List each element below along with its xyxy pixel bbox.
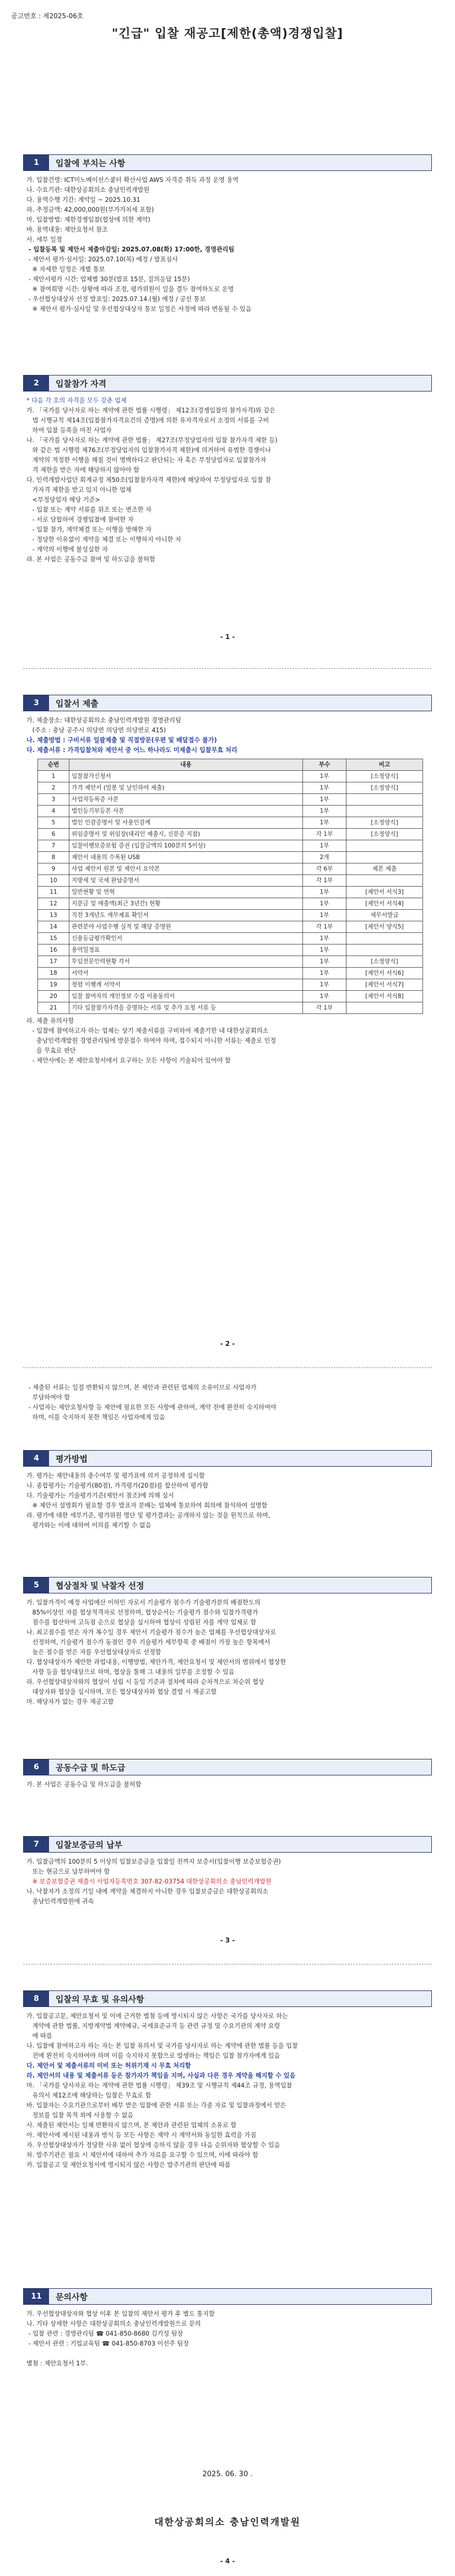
body-line: ※ 제안서 설명회가 필요할 경우 발표자 분배는 업체에 통보하여 회의에 참석하여 설명함: [26, 1502, 268, 1509]
body-line: ※ 제안서 평가·심사일 및 우선협상대상자 통보 일정은 사정에 따라 변동될 수 있음: [26, 305, 252, 313]
body-line: 가자격 제한을 받고 있지 아니한 업체: [26, 486, 132, 493]
table-cell: [소정양식]: [346, 956, 423, 968]
section-header: [23, 1450, 432, 1467]
table-cell: 용역일정표: [69, 944, 303, 956]
table-cell: 20: [38, 991, 69, 1002]
body-line: 마. 해당자가 없는 경우 재공고함: [26, 1698, 114, 1705]
section-title: 입찰에 부치는 사항: [49, 155, 431, 170]
body-line: - 계약의 이행에 불성실한 자: [26, 546, 108, 553]
body-line: - 입찰 관련 : 경영관리팀 ☎ 041-850-8680 김기성 팀장: [26, 2330, 183, 2337]
body-line: 아. 제안서에 제시된 내용과 방식 등 모든 사항은 계약 시 계약서와 동일한 효력을 가짐: [26, 2132, 257, 2139]
section-2: [23, 375, 432, 565]
section-1: [23, 154, 432, 314]
table-cell: 신용등급평가확인서: [69, 933, 303, 944]
table-cell: 16: [38, 944, 69, 956]
body-line: 나. 종합평가는 기술평가(80점), 가격평가(20점)를 합산하여 평가함: [26, 1482, 209, 1489]
table-row: [38, 863, 423, 875]
table-cell: 8: [38, 852, 69, 863]
table-cell: 입찰이행보증보험 증권 (입찰금액의 100분의 5이상): [69, 840, 303, 852]
body-line: 자. 우선협상대상자가 정당한 사유 없이 협상에 응하지 않을 경우 다음 순위자와 협상할 수 있음: [26, 2142, 280, 2149]
table-cell: 1부: [303, 968, 346, 979]
table-cell: 17: [38, 956, 69, 968]
table-cell: [346, 875, 423, 887]
table-row: [38, 782, 423, 794]
page-break-3: [23, 1964, 432, 1965]
table-cell: 각 1부: [303, 829, 346, 840]
body-line: 나. 입찰에 참여하고자 하는 자는 본 입찰 유의서 및 국가를 당사자로 하는 계약에 관한 법률 등을 입찰: [26, 2042, 298, 2049]
body-line: * 다음 각 호의 자격을 모두 갖춘 업체: [26, 397, 127, 404]
table-cell: 위임증명서 및 위임장(대리인 제출시, 신분증 지참): [69, 829, 303, 840]
table-cell: 1부: [303, 991, 346, 1002]
body-line: 가. 입찰금액의 100분의 5 이상의 입찰보증금을 입찰일 전까지 보증서(입찰이행 보증보험증권): [26, 1858, 281, 1865]
body-line: 하며, 이를 숙지하지 못한 책임은 사업자에게 있음: [26, 1414, 165, 1421]
table-cell: 9: [38, 863, 69, 875]
table-cell: 1부: [303, 817, 346, 829]
section-header: [23, 1990, 432, 2007]
body-line: 나. 최고점수를 얻은 자가 복수일 경우 제안서 기술평가 점수가 높은 업체를 우선협상대상자로: [26, 1629, 277, 1636]
section-header: [23, 1759, 432, 1775]
table-cell: [소정양식]: [346, 771, 423, 782]
body-line: 마. 「국가를 당사자로 하는 계약에 관한 법률 시행령」 제39조 및 시행규칙 제44조 규정, 용역입찰: [26, 2082, 292, 2089]
section-3-continued: [23, 1378, 438, 1423]
table-cell: 청렴 이행계 서약서: [69, 979, 303, 991]
table-row: [38, 875, 423, 887]
body-line: 마. 입찰방법: 제한경쟁입찰(협상에 의한 계약): [26, 216, 150, 223]
body-line: - 입찰에 참여하고자 하는 업체는 상기 제출서류를 구비하여 제출기한 내 대한상공회의소: [26, 1027, 269, 1034]
table-cell: 10: [38, 875, 69, 887]
page-number-2: - 2 -: [220, 1340, 235, 1348]
body-line: 사항 등을 협상대상으로 하며, 협상을 통해 그 내용의 일부를 조정할 수 있음: [26, 1668, 235, 1676]
section-number: 1: [24, 155, 49, 170]
section-number: 3: [24, 695, 49, 711]
body-line: 충남인력개발원에 귀속: [26, 1898, 94, 1905]
page-break-2: [23, 1367, 432, 1368]
body-line: 라. 평가에 대한 세부기준, 평가위원 명단 및 평가결과는 공개하지 않는 것을 원칙으로 하며,: [26, 1512, 270, 1519]
table-cell: 제본 제출: [346, 863, 423, 875]
table-cell: [346, 840, 423, 852]
table-cell: 5: [38, 817, 69, 829]
body-line: 라. 제출 유의사항: [26, 1017, 74, 1024]
body-line: - 우선협상대상자 선정 발표일: 2025.07.14.(월) 예정 / 공선 통보: [26, 296, 206, 303]
section-title: 평가방법: [49, 1451, 431, 1466]
table-cell: 21: [38, 1002, 69, 1014]
table-cell: [346, 806, 423, 817]
table-row: [38, 840, 423, 852]
body-line: 카. 입찰공고 및 제안요청서에 명시되지 않은 사항은 발주기관의 판단에 따름: [26, 2161, 231, 2169]
notice-number: 공고번호 : 제2025-06호: [11, 12, 84, 20]
section-3: [23, 695, 432, 1066]
body-line: 다. 용역수행 기간: 계약일 ~ 2025.10.31: [26, 196, 140, 203]
table-cell: 15: [38, 933, 69, 944]
body-line: ※ 보증보험증권 제출시 사업자등록번호 307-82-03754 대한상공회의소 충남인력개발원: [26, 1878, 272, 1885]
page-number-4: - 4 -: [220, 2557, 235, 2565]
table-cell: 1부: [303, 933, 346, 944]
table-row: [38, 817, 423, 829]
body-line: 충남인력개발원 경영관리팀에 방문접수 하여야 하며, 접수되지 아니한 서류는 제출로 인정: [26, 1037, 277, 1044]
section-title: 협상절차 및 낙찰자 선정: [49, 1577, 431, 1593]
section-number: 11: [24, 2289, 49, 2304]
section-title: 공동수급 및 하도급: [49, 1759, 431, 1775]
body-line: 부담하여야 함: [26, 1394, 71, 1401]
body-line: 격 제한을 받은 자에 해당하지 않아야 함: [26, 466, 139, 474]
table-cell: 1부: [303, 806, 346, 817]
section-header: [23, 1836, 432, 1853]
column-header: 부수: [303, 759, 346, 771]
table-cell: [제안서 서식7]: [346, 979, 423, 991]
body-line: 라. 우선협상대상자와의 협상이 성립 시 등임 기준과 절차에 따라 순차적으로 차순위 협상: [26, 1678, 264, 1686]
body-line: ※ 자세한 일정은 개별 통보: [26, 266, 105, 273]
table-row: [38, 794, 423, 806]
table-cell: 18: [38, 968, 69, 979]
table-row: [38, 829, 423, 840]
table-cell: 3: [38, 794, 69, 806]
table-row: [38, 771, 423, 782]
body-line: 나. 기타 상세한 사항은 대한상공회의소 충남인력개발원으로 문의: [26, 2320, 201, 2327]
section-number: 6: [24, 1759, 49, 1775]
section-body: [23, 2305, 432, 2369]
column-header: 순번: [38, 759, 69, 771]
table-cell: 13: [38, 910, 69, 921]
body-line: 가. 입찰공고문, 제안요청서 및 이에 근거한 별첨 등에 명시되지 않은 사항은 국가를 당사자로 하는: [26, 2012, 288, 2020]
section-6: [23, 1759, 432, 1790]
page-number-3: - 3 -: [220, 1936, 235, 1944]
table-row: [38, 910, 423, 921]
body-line: 85%이상인 자를 협상적격자로 선정하며, 협상순서는 기술평가 점수와 입찰가격평가: [26, 1609, 258, 1616]
table-cell: 4: [38, 806, 69, 817]
body-line: 하여 입찰 등록을 마친 사업자: [26, 427, 112, 434]
table-cell: 직전 3개년도 재무제표 확인서: [69, 910, 303, 921]
section-title: 입찰참가 자격: [49, 375, 431, 391]
table-cell: 14: [38, 921, 69, 933]
body-line: - 입찰등록 및 제안서 제출마감일: 2025.07.08(화) 17:00한, 경영관리팀: [26, 246, 235, 253]
page-break-1: [23, 668, 432, 669]
table-cell: 투입전문인력현황 각서: [69, 956, 303, 968]
table-cell: [소정양식]: [346, 817, 423, 829]
table-cell: 서약서: [69, 968, 303, 979]
body-line: 가. 본 사업은 공동수급 및 하도급을 불허함: [26, 1781, 142, 1788]
table-cell: 1부: [303, 956, 346, 968]
table-row: [38, 991, 423, 1002]
table-cell: 사업자등록증 사본: [69, 794, 303, 806]
table-cell: 법인 인감증명서 및 사용인감계: [69, 817, 303, 829]
section-body: [23, 2007, 432, 2170]
section-header: [23, 695, 432, 711]
body-line: 선정하며, 기술평가 점수가 동점인 경우 기술평가 세부항목 중 배점이 가장 높은 항목에서: [26, 1639, 270, 1646]
table-cell: 1부: [303, 944, 346, 956]
section-title: 입찰보증금의 납부: [49, 1837, 431, 1852]
table-cell: 각 6부: [303, 863, 346, 875]
section-7: [23, 1836, 432, 1907]
section-body: [23, 1467, 432, 1531]
table-cell: 1부: [303, 898, 346, 910]
table-row: [38, 1002, 423, 1014]
body-line: 바. 용역내용: 제안요청서 참조: [26, 226, 108, 233]
body-line: 계약의 적정한 이행을 해칠 것이 명백하다고 판단되는 자 혹은 부정당업자로 입찰참가자: [26, 457, 267, 464]
table-cell: [346, 933, 423, 944]
body-line: - 제안서 평가·심사일: 2025.07.10(목) 예정 / 발표심사: [26, 256, 178, 263]
attachment-note: 별첨 : 제안요청서 1부.: [26, 2360, 88, 2367]
page-number-1: - 1 -: [220, 633, 235, 641]
body-line: 바. 입찰자는 수요기관으로부터 배부 받은 입찰에 관한 서류 또는 각종 자료 및 입찰과정에서 얻은: [26, 2102, 286, 2109]
table-row: [38, 898, 423, 910]
section-body: [23, 1593, 432, 1707]
table-cell: 2: [38, 782, 69, 794]
section-8: [23, 1990, 432, 2170]
body-line: 라. 본 사업은 공동수급 참여 및 하도급을 불허함: [26, 556, 155, 563]
body-line: - 제출된 서류는 일절 반환되지 않으며, 본 제안과 관련된 업체의 소유이므로 사업자가: [26, 1384, 257, 1391]
section-11: [23, 2288, 432, 2369]
body-line: 와 같은 법 시행령 제76조(부정당업자의 입찰참가자격 제한)에 의거하여 유범한 경쟁이나: [26, 447, 271, 454]
body-line: 계약에 관한 법률, 지방계약법 계약예규, 국세표준규격 등 관련 규정 및 수요기관의 계약 요령: [26, 2022, 280, 2030]
body-line: - 정당한 이유없이 계약을 체결 또는 이행하지 아니한 자: [26, 536, 181, 543]
section-number: 4: [24, 1451, 49, 1466]
body-line: 점수를 합산하여 고득점 순으로 협상을 실시하여 협상이 성립된 자를 계약 업체로 함: [26, 1619, 257, 1626]
section-body: [23, 391, 432, 565]
body-line: 을 무효로 판단: [26, 1047, 76, 1054]
table-row: [38, 956, 423, 968]
body-line: 유의서 제12조에 해당하는 입찰은 무효로 함: [26, 2092, 151, 2099]
table-row: [38, 979, 423, 991]
body-line: 가. 제출장소: 대한상공회의소 충남인력개발원 경영관리팀: [26, 717, 181, 724]
section-number: 5: [24, 1577, 49, 1593]
body-line: 라. 추정금액: 42,000,000원(부가가치세 포함): [26, 206, 154, 213]
body-line: 가. 우선협상대상자와 협상 이후 본 입찰의 제안서 평가 후 별도 통지함: [26, 2310, 215, 2317]
table-row: [38, 852, 423, 863]
body-line: 대상자와 협상을 실시하며, 모든 협상대상자와 협상 결렬 시 재공고함: [26, 1688, 217, 1695]
body-line: <부정당업자 해당 기준>: [26, 496, 100, 503]
table-cell: 1: [38, 771, 69, 782]
table-cell: 일반현황 및 연혁: [69, 887, 303, 898]
section-number: 7: [24, 1837, 49, 1852]
table-cell: 2개: [303, 852, 346, 863]
table-cell: 각 1부: [303, 921, 346, 933]
table-cell: 1부: [303, 887, 346, 898]
required-documents-table: [37, 759, 423, 1014]
column-header: 내용: [69, 759, 303, 771]
body-line: 다. 협상대상자가 제안한 과업내용, 이행방법, 제안가격, 제안요청서 및 제안서의 범위에서 협상한: [26, 1659, 286, 1666]
body-line: 사. 세부 일정: [26, 236, 62, 243]
body-line: 법 시행규칙 제14조(입찰참가자격요건의 증명)에 의한 유자격자로서 소정의 서류를 구비: [26, 417, 269, 424]
body-line: 정보를 입찰 목적 외에 사용할 수 없음: [26, 2112, 134, 2119]
table-row: [38, 933, 423, 944]
body-line: 가. 「국가를 당사자로 하는 계약에 관한 법률 시행령」 제12조(경쟁입찰의 참가자격)와 같은: [26, 407, 275, 414]
section-number: 2: [24, 375, 49, 391]
column-header: 비고: [346, 759, 423, 771]
table-cell: 6: [38, 829, 69, 840]
table-cell: [제안서 서식6]: [346, 968, 423, 979]
table-cell: 제안서 내용의 수록된 USB: [69, 852, 303, 863]
table-row: [38, 968, 423, 979]
table-cell: 입찰참가신청서: [69, 771, 303, 782]
body-line: - 제안사에는 본 제안요청서에서 요구하는 모든 사항이 기술되어 있어야 함: [26, 1057, 231, 1064]
body-line: 차. 발주기관은 필요 시 제안서에 대하여 추가 자료를 요구할 수 있으며, 이에 따라야 함: [26, 2151, 258, 2159]
table-cell: 11: [38, 887, 69, 898]
table-cell: 1부: [303, 771, 346, 782]
section-title: 입찰의 무효 및 유의사항: [49, 1991, 431, 2006]
issuing-organization: 대한상공회의소 충남인력개발원: [154, 2517, 301, 2528]
table-cell: 지분금 및 매출액(최근 3년간) 현황: [69, 898, 303, 910]
table-cell: 법인등기부등본 사본: [69, 806, 303, 817]
body-line: - 서로 담합하여 경쟁입찰에 참여한 자: [26, 516, 134, 523]
section-header: [23, 1577, 432, 1593]
table-cell: [제안서 양식5]: [346, 921, 423, 933]
notice-date: 2025. 06. 30 .: [202, 2470, 253, 2478]
table-header-row: [38, 759, 423, 771]
section-number: 8: [24, 1991, 49, 2006]
table-cell: 각 1부: [303, 875, 346, 887]
body-line: - 입찰 또는 계약 서류를 위조 또는 변조한 자: [26, 506, 151, 513]
table-cell: 세무서발급: [346, 910, 423, 921]
body-line: 다. 제안서 및 제출서류의 미비 또는 허위기재 시 무효 처리함: [26, 2062, 191, 2069]
body-line: - 제안서평가 시간: 업체별 30분(발표 15분, 질의응답 15분): [26, 276, 190, 283]
table-cell: [소정양식]: [346, 829, 423, 840]
section-header: [23, 154, 432, 171]
table-cell: 12: [38, 898, 69, 910]
table-cell: [346, 944, 423, 956]
table-cell: [346, 1002, 423, 1014]
table-row: [38, 921, 423, 933]
body-line: (주소 : 충남 공주시 의당면 의당면 의당면로 415): [26, 727, 166, 734]
table-cell: 1부: [303, 782, 346, 794]
table-cell: 지방세 및 국세 완납증명서: [69, 875, 303, 887]
table-cell: [제안서 서식8]: [346, 991, 423, 1002]
table-cell: 1부: [303, 910, 346, 921]
section-body: [23, 171, 432, 314]
table-cell: 1부: [303, 979, 346, 991]
section-body: [23, 1853, 432, 1907]
table-cell: 관련분야 사업수행 실적 및 해당 증명원: [69, 921, 303, 933]
body-line: 가. 입찰건명: ICT미노베이션스쿨터 확산사업 AWS 자격증 취득 과정 운영 용역: [26, 176, 239, 184]
body-line: 사. 제출된 제안서는 일체 반환하지 않으며, 본 제안과 관련된 업체의 소유로 함: [26, 2122, 237, 2129]
table-cell: 1부: [303, 794, 346, 806]
body-line: 라. 제안서의 내용 및 제출서류 등은 참가자가 책임을 지며, 사실과 다른 경우 계약을 해지할 수 있음: [26, 2072, 296, 2079]
section-body: [23, 711, 432, 1066]
body-line: 다. 인력개발사업단 회계규정 제50조(입찰참가자격 제한)에 해당하여 부정당업자로 입찰 참: [26, 476, 272, 484]
section-title: 입찰서 제출: [49, 695, 431, 711]
body-line: 가. 평가는 제안내용의 충수여부 및 평가표에 의거 공정하게 실시함: [26, 1472, 205, 1479]
table-cell: [제안서 서식4]: [346, 898, 423, 910]
body-line: 나. 수요기관: 대한상공회의소 충남인력개발원: [26, 186, 150, 194]
body-line: 나. 「국가를 당사자로 하는 계약에 관한 법률」 제27조(부정당업자의 입찰 참가자격 제한 등): [26, 437, 278, 444]
table-cell: 7: [38, 840, 69, 852]
table-cell: 가격 제안서 (밀봉 및 날인하여 제출): [69, 782, 303, 794]
body-line: 평가와는 이에 대하여 이의를 제기할 수 없음: [26, 1522, 151, 1529]
body-line: 전에 완전히 숙지하여야 하며 이를 숙지하지 못함으로 발생하는 책임은 입찰 참가자에게 있음: [26, 2052, 280, 2059]
body-line: 가. 입찰가격이 예정 사업예산 이하인 자로서 기술평가 점수가 기술평가분의 배점한도의: [26, 1599, 261, 1606]
body-line: 다. 제출서류 : 가격입찰처와 제안서 중 어느 하나라도 미제출시 입찰무효 처리: [26, 747, 237, 754]
section-header: [23, 2288, 432, 2305]
table-cell: 사업 제안서 원본 및 제안서 요약본: [69, 863, 303, 875]
table-cell: 1부: [303, 840, 346, 852]
table-cell: 기타 입찰참가자격을 증명하는 서류 및 추가 요청 서류 등: [69, 1002, 303, 1014]
body-line: - 제안서 관련 : 기업교육팀 ☎ 041-850-8703 이선주 팀장: [26, 2340, 189, 2347]
body-line: 나. 제출방법 : 구비서류 일괄제출 및 직접방문(우편 및 배달접수 불가): [26, 737, 217, 744]
body-line: ※ 참여희망 시간: 상황에 따라 조정, 평가위원이 일을 결두 참여하도로 운영: [26, 286, 234, 293]
body-line: - 입찰 참가, 계약체결 또는 이행을 방해한 자: [26, 526, 151, 533]
section-4: [23, 1450, 432, 1531]
page-title: "긴급" 입찰 재공고[제한(총액)경쟁입찰]: [111, 27, 344, 41]
body-line: 에 따름: [26, 2032, 52, 2040]
table-cell: [346, 852, 423, 863]
table-cell: 19: [38, 979, 69, 991]
table-cell: [소정양식]: [346, 782, 423, 794]
body-line: 나. 낙찰자가 소정의 기일 내에 계약을 체결하지 아니한 경우 입찰보증금은 대한상공회의소: [26, 1888, 268, 1895]
body-line: - 사업자는 제안요청사항 등 제안에 필요한 모든 사항에 관하여, 계약 전에 완전히 숙지하여야: [26, 1404, 277, 1411]
table-cell: [346, 794, 423, 806]
table-cell: 입찰 참여자의 개인정보 수집 이용동의서: [69, 991, 303, 1002]
section-header: [23, 375, 432, 391]
table-cell: [제안서 서식3]: [346, 887, 423, 898]
section-title: 문의사항: [49, 2289, 431, 2304]
table-row: [38, 887, 423, 898]
table-cell: 각 1부: [303, 1002, 346, 1014]
table-row: [38, 806, 423, 817]
section-body: [23, 1775, 432, 1790]
table-row: [38, 944, 423, 956]
body-line: 다. 기술평가는 기술평가기준(제안서 참조)에 의해 실시: [26, 1492, 174, 1499]
body-line: 높은 점수를 얻은 자를 우선협상대상자로 선정함: [26, 1649, 161, 1656]
body-line: 또는 현금으로 납부하여야 함: [26, 1868, 110, 1875]
section-5: [23, 1577, 432, 1707]
